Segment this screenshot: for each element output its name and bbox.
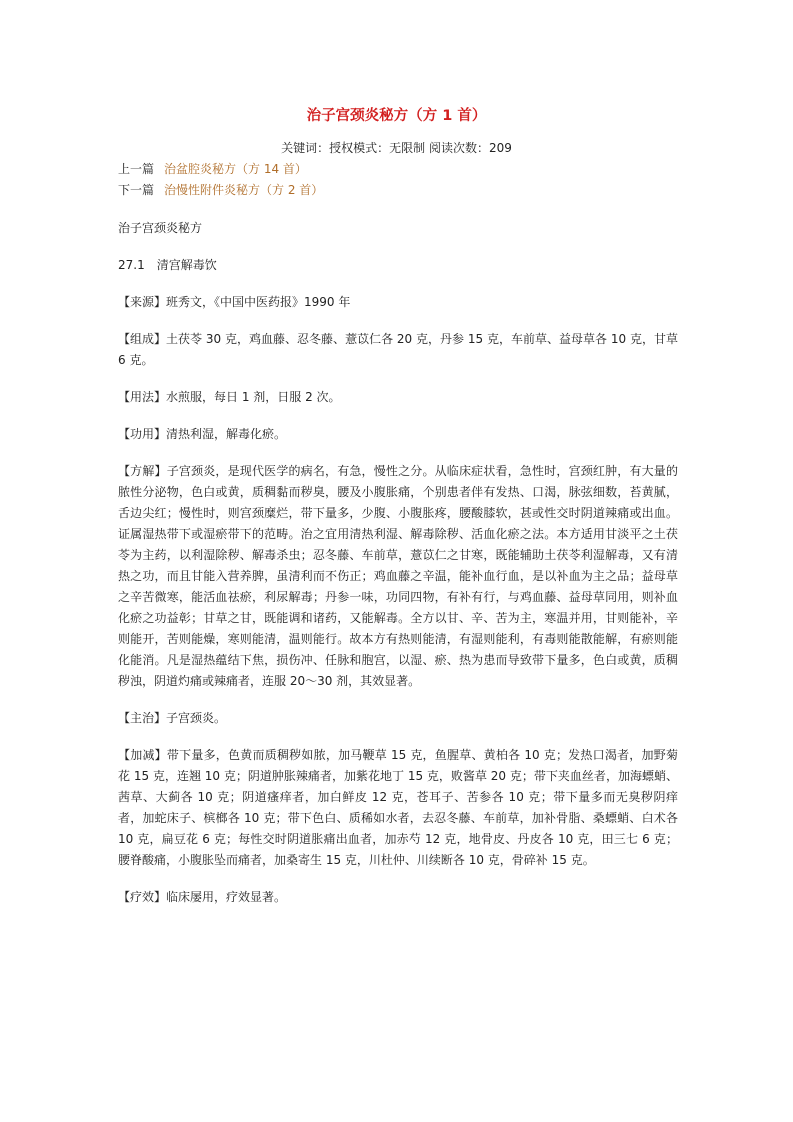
article-subtitle: 治子宫颈炎秘方 (118, 221, 203, 235)
function-text: 清热利湿，解毒化瘀。 (166, 427, 287, 441)
keywords-label: 关键词： (281, 141, 330, 155)
next-article-link[interactable]: 治慢性附件炎秘方（方 2 首） (164, 183, 324, 197)
efficacy-text: 临床屡用，疗效显著。 (166, 890, 287, 904)
license-label: 授权模式： (329, 141, 390, 155)
modification-text: 带下量多，色黄而质稠秽如脓，加马鞭草 15 克，鱼腥草、黄柏各 10 克；发热口渴者，加野菊花 15 克，连翘 10 克；阴道肿胀辣痛者，加紫花地丁 15 克，败酱草 20 克；带下夹血丝者，加海螵蛸、茜草、大蓟各 10 克；阴道瘙痒者，加白鲜皮 12 克，苍耳子、苦参各 10 克；带下量多而无臭秽阴痒者，加蛇床子、槟榔各 10 克；带下色白、质稀如水者，去忍冬藤、车前草，加补骨脂、桑螵蛸、白术各 10 克，扁豆花 6 克；每性交时阴道胀痛出血者，加赤芍 12 克，地骨皮、丹皮各 10 克，田三七 6 克；腰脊酸痛，小腹胀坠而痛者，加桑寄生 15 克，川杜仲、川续断各 10 克，骨碎补 15 克。 (118, 748, 678, 867)
explanation-tag: 【方解】 (118, 464, 167, 478)
modification-tag: 【加减】 (118, 748, 167, 762)
usage-paragraph (118, 387, 678, 408)
source-text: 班秀文，《中国中医药报》1990 年 (166, 295, 351, 309)
prev-article-link[interactable]: 治盆腔炎秘方（方 14 首） (164, 162, 307, 176)
usage-tag: 【用法】 (118, 390, 167, 404)
indication-text: 子宫颈炎。 (166, 711, 227, 725)
source-paragraph (118, 292, 678, 313)
indication-tag: 【主治】 (118, 711, 167, 725)
indication-paragraph (118, 708, 678, 729)
efficacy-paragraph (118, 887, 678, 908)
reads-value: 209 (488, 141, 512, 155)
composition-paragraph (118, 329, 678, 371)
next-article (118, 180, 323, 200)
composition-text: 土茯苓 30 克，鸡血藤、忍冬藤、薏苡仁各 20 克，丹参 15 克，车前草、益母草各 10 克，甘草 6 克。 (118, 332, 678, 367)
function-paragraph (118, 424, 678, 445)
article-body (118, 218, 678, 924)
usage-text: 水煎服，每日 1 剂，日服 2 次。 (166, 390, 341, 404)
page-title: 治子宫颈炎秘方（方 1 首） (306, 108, 487, 124)
modification-paragraph (118, 745, 678, 871)
next-label: 下一篇 (118, 183, 155, 197)
meta-line (0, 138, 793, 158)
explanation-text: 子宫颈炎，是现代医学的病名，有急，慢性之分。从临床症状看，急性时，宫颈红肿，有大量的脓性分泌物，色白或黄，质稠黏而秽臭，腰及小腹胀痛，个别患者伴有发热、口渴，脉弦细数，苔黄腻，舌边尖红；慢性时，则宫颈糜烂，带下量多，少腹、小腹胀疼，腰酸膝软，甚或性交时阴道辣痛或出血。证属湿热带下或湿瘀带下的范畴。治之宜用清热利湿、解毒除秽、活血化瘀之法。本方适用甘淡平之土茯苓为主药，以利湿除秽、解毒杀虫；忍冬藤、车前草，薏苡仁之甘寒，既能辅助土茯苓利湿解毒，又有清热之功，而且甘能入营养脾，虽清利而不伤正；鸡血藤之辛温，能补血行血，是以补血为主之品；益母草之辛苦微寒，能活血祛瘀，利尿解毒；丹参一味，功同四物，有补有行，与鸡血藤、益母草同用，则补血化瘀之功益彰；甘草之甘，既能调和诸药，又能解毒。全方以甘、辛、苦为主，寒温并用，甘则能补，辛则能开，苦则能燥，寒则能清，温则能行。故本方有热则能清，有湿则能利，有毒则能散能解，有瘀则能化能消。凡是湿热蕴结下焦，损伤冲、任脉和胞宫，以湿、瘀、热为患而导致带下量多，色白或黄，质稠秽浊，阴道灼痛或辣痛者，连服 20～30 剂，其效显著。 (118, 464, 678, 688)
section-heading: 27.1 清宫解毒饮 (118, 258, 217, 272)
composition-tag: 【组成】 (118, 332, 167, 346)
explanation-paragraph (118, 461, 678, 692)
source-tag: 【来源】 (118, 295, 167, 309)
license-value: 无限制 (389, 141, 426, 155)
efficacy-tag: 【疗效】 (118, 890, 167, 904)
function-tag: 【功用】 (118, 427, 167, 441)
reads-label: 阅读次数： (428, 141, 489, 155)
prev-article (118, 159, 307, 179)
prev-label: 上一篇 (118, 162, 155, 176)
